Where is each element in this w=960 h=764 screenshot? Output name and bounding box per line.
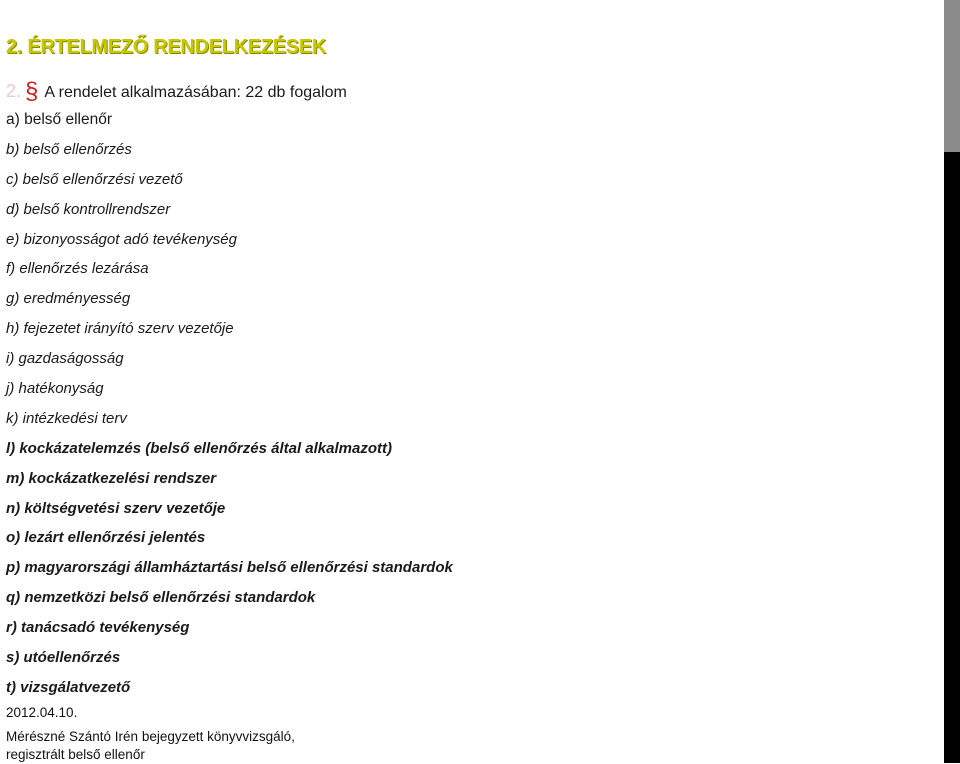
list-item: h) fejezetet irányító szerv vezetője [6, 320, 234, 338]
side-bar-top [944, 0, 960, 152]
list-item: l) kockázatelemzés (belső ellenőrzés által alkalmazott) [6, 439, 392, 457]
list-item: i) gazdaságosság [6, 350, 124, 368]
list-item: t) vizsgálatvezető [6, 678, 131, 696]
list-item: k) intézkedési terv [6, 409, 127, 427]
side-bar-bottom [944, 152, 960, 763]
list-item: m) kockázatkezelési rendszer [6, 469, 217, 487]
author-line-1: Mérészné Szántó Irén bejegyzett könyvvizsgáló, [6, 729, 295, 744]
list-item: p) magyarországi államháztartási belső ellenőrzési standardok [6, 559, 453, 577]
list-item: c) belső ellenőrzési vezető [6, 170, 183, 188]
author-footer [6, 728, 295, 764]
definition-list [6, 110, 453, 708]
date-footer: 2012.04.10. [6, 705, 78, 720]
list-item: b) belső ellenőrzés [6, 140, 132, 158]
paragraph-sign-icon: § [25, 78, 39, 105]
list-item: n) költségvetési szerv vezetője [6, 499, 226, 517]
list-item: r) tanácsadó tevékenység [6, 619, 190, 637]
slide-title: 2. ÉRTELMEZŐ RENDELKEZÉSEK [6, 36, 327, 58]
paragraph-number: 2. [6, 81, 22, 101]
paragraph-heading [6, 76, 347, 104]
list-item: e) bizonyosságot adó tevékenység [6, 230, 237, 248]
list-item: q) nemzetközi belső ellenőrzési standardok [6, 589, 316, 607]
list-item: a) belső ellenőr [6, 111, 112, 128]
list-item: g) eredményesség [6, 290, 131, 308]
list-item: s) utóellenőrzés [6, 649, 121, 667]
paragraph-text: A rendelet alkalmazásában: 22 db fogalom [44, 84, 347, 101]
list-item: j) hatékonyság [6, 380, 104, 398]
author-line-2: regisztrált belső ellenőr [6, 747, 145, 762]
list-item: o) lezárt ellenőrzési jelentés [6, 529, 206, 547]
list-item: f) ellenőrzés lezárása [6, 260, 149, 278]
list-item: d) belső kontrollrendszer [6, 200, 171, 218]
